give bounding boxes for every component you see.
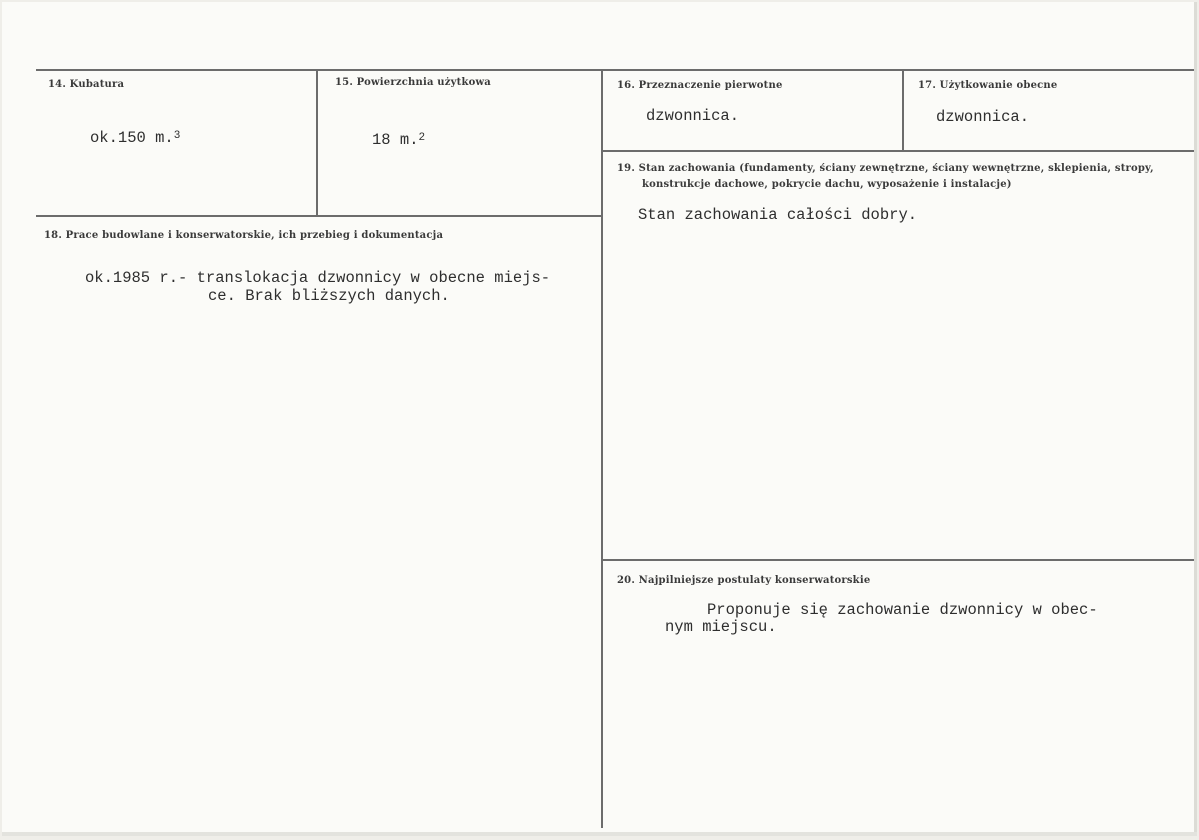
field-20-label: 20. Najpilniejsze postulaty konserwatorskie [617, 575, 871, 586]
field-16-label: 16. Przeznaczenie pierwotne [617, 80, 783, 91]
field-20-line-1: Proponuje się zachowanie dzwonnicy w obec- [707, 601, 1098, 619]
field-17-value: dzwonnica. [936, 108, 1030, 126]
divider-14-15 [316, 69, 318, 216]
divider-16-17 [902, 71, 904, 151]
field-18-line-1: ok.1985 r.- translokacja dzwonnicy w obecne miejs- [85, 269, 551, 287]
rule-above-20 [601, 559, 1197, 561]
field-15-exponent: 2 [418, 132, 426, 144]
top-rule [36, 69, 1197, 71]
field-14-exponent: 3 [173, 130, 181, 142]
field-14-label: 14. Kubatura [48, 79, 125, 90]
field-14-value: ok.150 m.$^3$ [90, 129, 181, 147]
card-right-edge [1194, 2, 1197, 836]
field-19-label-line-1: 19. Stan zachowania (fundamenty, ściany zewnętrzne, ściany wewnętrzne, sklepienia, stropy, [617, 163, 1154, 174]
field-18-line-2: ce. Brak bliższych danych. [208, 287, 450, 305]
field-16-value: dzwonnica. [646, 107, 740, 125]
rule-under-14-15 [36, 215, 603, 217]
field-20-line-2: nym miejscu. [665, 618, 777, 636]
field-15-value: 18 m.$^2$ [372, 131, 426, 149]
field-17-label: 17. Użytkowanie obecne [918, 80, 1058, 91]
record-card [2, 2, 1197, 836]
card-bottom-edge [2, 832, 1197, 836]
field-18-label: 18. Prace budowlane i konserwatorskie, ich przebieg i dokumentacja [44, 230, 444, 241]
field-19-label-line-2: konstrukcje dachowe, pokrycie dachu, wyposażenie i instalacje) [642, 179, 1012, 190]
rule-under-16-17 [601, 150, 1197, 152]
divider-15-16 [601, 71, 603, 828]
field-19-value: Stan zachowania całości dobry. [638, 206, 918, 224]
field-15-label: 15. Powierzchnia użytkowa [335, 77, 491, 88]
